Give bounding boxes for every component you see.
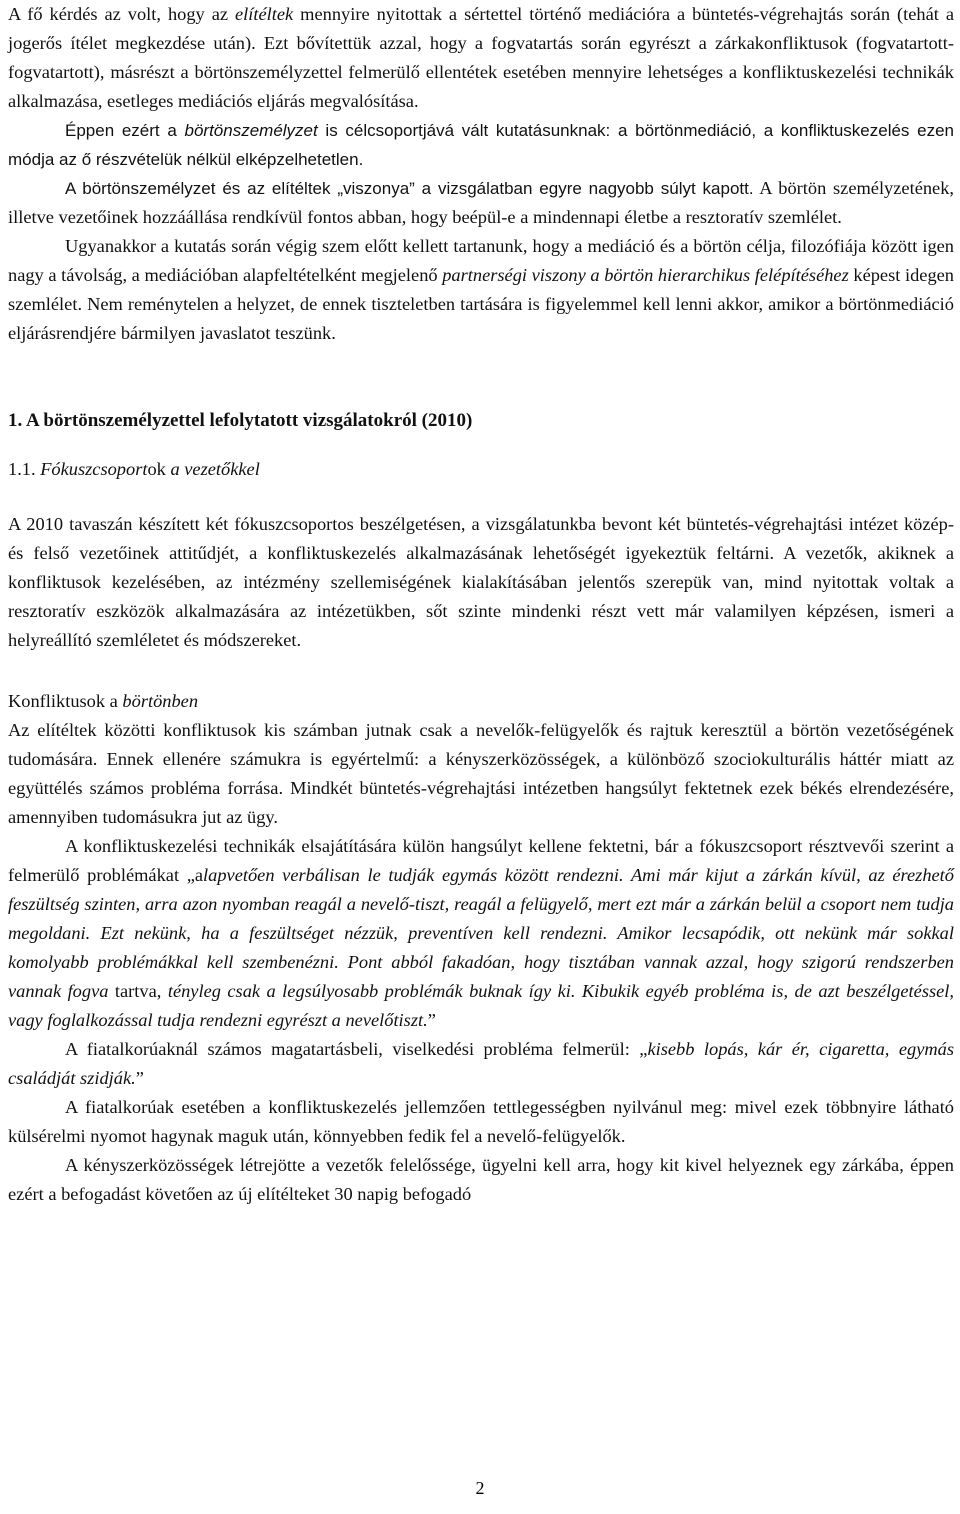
italic-text: börtönszemélyzet	[184, 121, 318, 140]
page-number: 2	[475, 1478, 485, 1498]
paragraph-target-group	[8, 116, 954, 174]
text: ”	[135, 1068, 144, 1088]
text: képest idegen szemlélet. Nem reménytelen a helyzet, de ennek tiszteletben tartására is figyelemmel kell lenni akkor, amikor a börtönmediáció eljárásrendjére bármilyen javaslatot teszünk.	[8, 265, 954, 343]
text: A fiatalkorúaknál számos magatartásbeli, viselkedési probléma felmerül: „	[65, 1039, 648, 1059]
text: 1.1.	[8, 459, 41, 479]
italic-quote: tényleg csak a legsúlyosabb problémák buknak így ki. Kibukik egyéb probléma is, de azt beszélgetéssel, vagy foglalkozással tudja rendezni egyrészt a nevelőtiszt.	[8, 981, 954, 1030]
text: A fő kérdés az volt, hogy az	[8, 4, 235, 24]
text: tartva,	[108, 981, 168, 1001]
subheading-conflicts	[8, 687, 954, 716]
text: Éppen ezért a	[65, 121, 185, 140]
paragraph-conflicts: Az elítéltek közötti konfliktusok kis számban jutnak csak a nevelők-felügyelők és rajtuk keresztül a börtön vezetőségének tudomására. Ennek ellenére számukra is egyértelmű: a kényszerközösségek, a különböző szociokulturális háttér miatt az együttélés számos probléma forrása. Mindkét büntetés-végrehajtási intézetben hangsúlyt fektetnek ezek békés elrendezésére, amennyiben tudomásukra jut az ügy.	[8, 720, 954, 827]
text: ”	[427, 1010, 436, 1030]
paragraph-distance	[8, 232, 954, 348]
text: mennyire nyitottak a sértettel történő mediációra a büntetés-végrehajtás során (tehát a jogerős ítélet megkezdése után). Ezt bővítettük azzal, hogy a fogvatartás során egyrészt a zárkakonfliktusok (fogvatartott-fogvatartott), másrészt a börtönszemélyzettel felmerülő ellentétek esetében mennyire lehetséges a konfliktuskezelési technikák alkalmazása, esetleges mediációs eljárás megvalósítása.	[8, 4, 954, 111]
text: A konfliktuskezelési technikák elsajátítására külön hangsúlyt kellene fektetni, bár a fókuszcsoport résztvevői szerint a felmerülő problémákat „a	[8, 836, 954, 885]
italic-quote: lapvetően verbálisan le tudják egymás között rendezni. Ami már kijut a zárkán kívül, az érezhető feszültség szinten, arra azon nyomban reagál a nevelő-tiszt, reagál a felügyelő, mert ezt már a zárkán belül a csoport nem tudja megoldani. Ezt nekünk, ha a feszültséget nézzük, preventíven kell rendezni. Amikor lecsapódik, ott nekünk már sokkal komolyabb problémákkal kell szembenézni. Pont abból fakadóan, hogy tisztában vannak azzal, hogy szigorú rendszerben vannak fogva	[8, 865, 954, 1001]
paragraph-forced-communities: A kényszerközösségek létrejötte a vezetők felelőssége, ügyelni kell arra, hogy kit kivel helyeznek egy zárkába, éppen ezért a befogadást követően az új elítélteket 30 napig befogadó	[8, 1155, 954, 1204]
italic-text: a vezetőkkel	[170, 459, 260, 479]
text: is célcsoportjává vált kutatásunknak: a börtönmediáció, a konfliktuskezelés ezen módja az ő részvételük nélkül elképzelhetetlen.	[8, 121, 954, 169]
paragraph-techniques	[8, 832, 954, 1035]
text: Ugyanakkor a kutatás során végig szem előtt kellett tartanunk, hogy a mediáció és a börtön célja, filozófiája között igen nagy a távolság, a mediációban alapfeltételként megjelenő	[8, 236, 954, 285]
text: A börtönszemélyzet és az elítéltek „viszonya” a vizsgálatban egyre nagyobb súlyt kapott.	[65, 179, 754, 198]
italic-quote: kisebb lopás, kár ér, cigaretta, egymás családját szidják.	[8, 1039, 955, 1088]
italic-text: Fókuszcsoport	[40, 459, 148, 479]
subsection-heading	[8, 455, 954, 484]
text: Konfliktusok a	[8, 691, 123, 711]
paragraph-main-question	[8, 0, 954, 116]
section-heading: 1. A börtönszemélyzettel lefolytatott vizsgálatokról (2010)	[8, 410, 473, 431]
text: A börtön személyzetének, illetve vezetőinek hozzáállása rendkívül fontos abban, hogy beépül-e a mindennapi életbe a resztoratív szemlélet.	[8, 178, 955, 227]
document-page	[8, 0, 954, 1209]
italic-text: elítéltek	[235, 4, 294, 24]
text: ok	[147, 459, 171, 479]
italic-text: partnerségi viszony a börtön hierarchikus felépítéséhez	[442, 265, 849, 285]
paragraph-juvenile-conflict: A fiatalkorúak esetében a konfliktuskezelés jellemzően tettlegességben nyilvánul meg: mivel ezek többnyire látható külsérelmi nyomot hagynak maguk után, könnyebben fedik fel a nevelő-felügyelők.	[8, 1097, 954, 1146]
paragraph-relationship	[8, 174, 954, 232]
paragraph-focus-groups: A 2010 tavaszán készített két fókuszcsoportos beszélgetésen, a vizsgálatunkba bevont két büntetés-végrehajtási intézet közép- és felső vezetőinek attitűdjét, a konfliktuskezelés alkalmazásának lehetőségét igyekeztük feltárni. A vezetők, akiknek a konfliktusok kezelésében, az intézmény szellemiségének kialakításában jelentős szerepük van, mind nyitottak voltak a resztoratív eszközök alkalmazására az intézetükben, sőt szinte mindenki részt vett már valamilyen képzésen, ismeri a helyreállító szemléletet és módszereket.	[8, 514, 954, 650]
italic-text: börtönben	[122, 691, 199, 711]
paragraph-juveniles	[8, 1035, 954, 1093]
